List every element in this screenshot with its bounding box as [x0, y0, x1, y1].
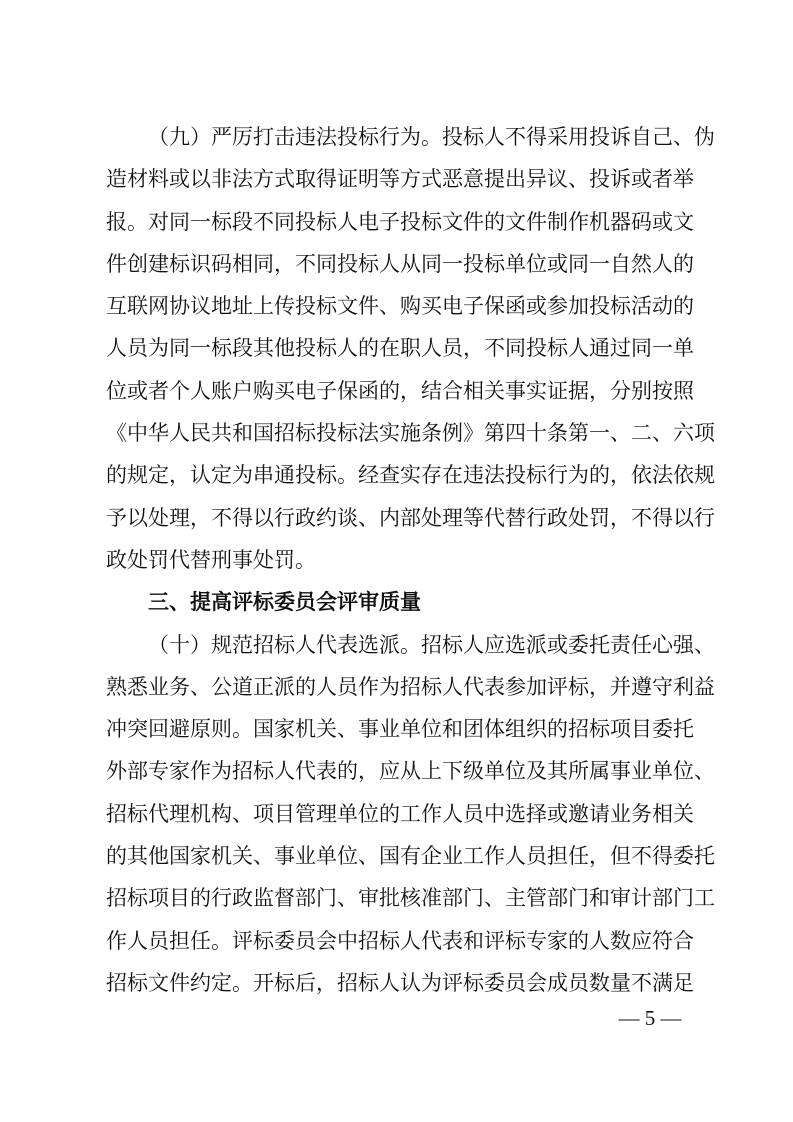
para10-line: 熟悉业务、公道正派的人员作为招标人代表参加评标，并遵守利益	[106, 675, 715, 699]
para9-lead: （九）严厉打击违法投标行为。	[148, 125, 442, 149]
para9-line: 政处罚代替刑事处罚。	[106, 548, 316, 572]
para10-line: 作人员担任。评标委员会中招标人代表和评标专家的人数应符合	[106, 929, 694, 953]
para10-line: 招标代理机构、项目管理单位的工作人员中选择或邀请业务相关	[106, 802, 694, 826]
para9-line: 的规定，认定为串通投标。经查实存在违法投标行为的，依法依规	[106, 463, 715, 487]
para10-line-1	[148, 627, 715, 664]
para10-first-line-rest: 招标人应选派或委托责任心强、	[421, 633, 715, 657]
section-heading: 三、提高评标委员会评审质量	[148, 590, 421, 614]
para10-line: 的其他国家机关、事业单位、国有企业工作人员担任，但不得委托	[106, 844, 715, 868]
page-number: — 5 —	[618, 1006, 682, 1030]
para9-first-line-rest: 投标人不得采用投诉自己、伪	[442, 125, 715, 149]
para10-lead: （十）规范招标人代表选派。	[148, 633, 421, 657]
para10-line: 招标文件约定。开标后，招标人认为评标委员会成员数量不满足	[106, 971, 694, 995]
para9-line: 造材料或以非法方式取得证明等方式恶意提出异议、投诉或者举	[106, 167, 694, 191]
para10-line: 招标项目的行政监督部门、审批核准部门、主管部门和审计部门工	[106, 886, 715, 910]
para9-line: 予以处理，不得以行政约谈、内部处理等代替行政处罚，不得以行	[106, 506, 715, 530]
para10-line: 外部专家作为招标人代表的，应从上下级单位及其所属事业单位、	[106, 759, 715, 783]
para9-line: 位或者个人账户购买电子保函的，结合相关事实证据，分别按照	[106, 379, 694, 403]
para9-line: 互联网协议地址上传投标文件、购买电子保函或参加投标活动的	[106, 294, 694, 318]
para9-line: 人员为同一标段其他投标人的在职人员，不同投标人通过同一单	[106, 336, 694, 360]
para9-line: 《中华人民共和国招标投标法实施条例》第四十条第一、二、六项	[106, 421, 715, 445]
para9-line-1	[148, 119, 715, 156]
para10-line: 冲突回避原则。国家机关、事业单位和团体组织的招标项目委托	[106, 717, 694, 741]
para9-line: 报。对同一标段不同投标人电子投标文件的文件制作机器码或文	[106, 210, 694, 234]
para9-line: 件创建标识码相同，不同投标人从同一投标单位或同一自然人的	[106, 252, 694, 276]
